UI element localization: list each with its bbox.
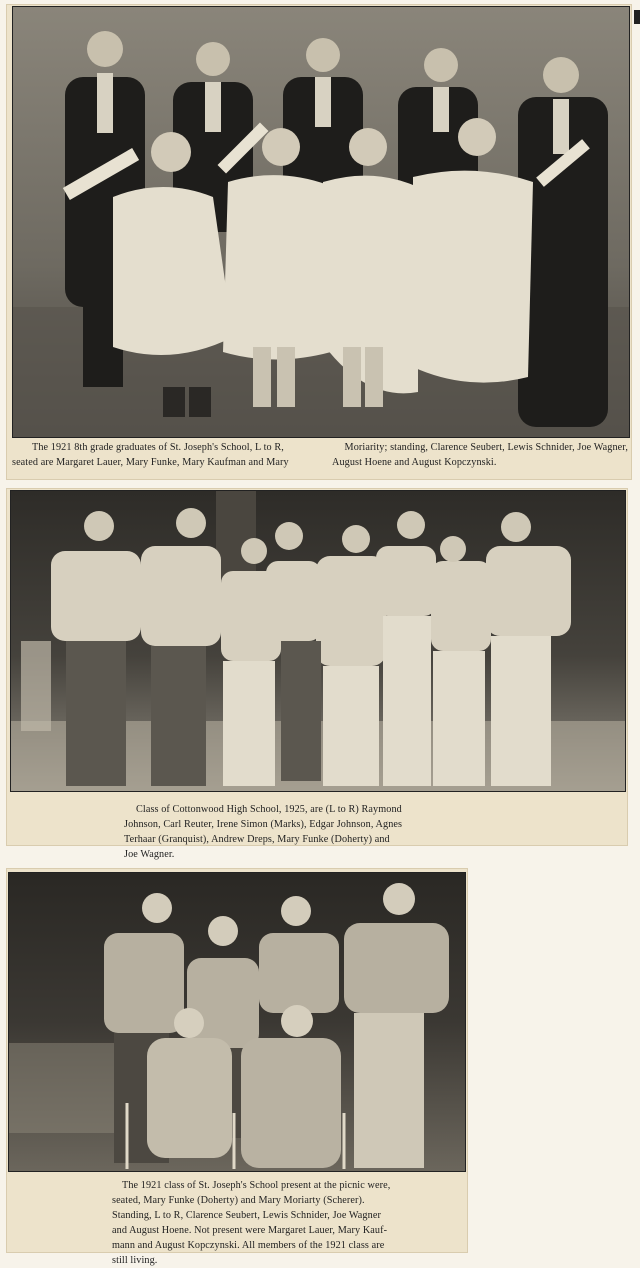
caption-1921-graduates: [12, 440, 628, 470]
picnic-photo-image: [9, 873, 465, 1171]
caption-3-line-2: seated, Mary Funke (Doherty) and Mary Moriarty (Scherer).: [112, 1195, 365, 1206]
photo-1921-class-picnic: [8, 872, 466, 1172]
caption-2-line-3: Terhaar (Granquist), Andrew Dreps, Mary Funke (Doherty) and: [124, 834, 390, 845]
caption-1-left-line-1: The 1921 8th grade graduates of St. Joseph's School, L to R,: [32, 442, 284, 453]
caption-cottonwood-1925: [124, 802, 444, 862]
caption-2-line-1: Class of Cottonwood High School, 1925, are (L to R) Raymond: [136, 804, 402, 815]
graduates-photo-image: [13, 7, 629, 437]
clipping-2: [6, 488, 628, 860]
caption-1-left-line-2: seated are Margaret Lauer, Mary Funke, Mary Kaufman and Mary: [12, 457, 289, 468]
cottonwood-photo-image: [11, 491, 625, 791]
caption-2-line-4: Joe Wagner.: [124, 849, 175, 860]
caption-3-line-3: Standing, L to R, Clarence Seubert, Lewis Schnider, Joe Wagner: [112, 1210, 381, 1221]
page-edge-mark: [634, 10, 640, 24]
photo-1921-graduates: [12, 6, 630, 438]
clipping-1: [6, 4, 632, 480]
caption-1-row-1: [12, 440, 628, 455]
caption-1-row-2: [12, 455, 628, 470]
caption-3-line-5: mann and August Kopczynski. All members of the 1921 class are: [112, 1240, 385, 1251]
caption-3-line-4: and August Hoene. Not present were Margaret Lauer, Mary Kauf-: [112, 1225, 388, 1236]
caption-2-line-2: Johnson, Carl Reuter, Irene Simon (Marks), Edgar Johnson, Agnes: [124, 819, 403, 830]
caption-1-right-line-2: August Hoene and August Kopczynski.: [332, 457, 497, 468]
caption-1921-class-picnic: [112, 1178, 424, 1268]
clipping-3: [6, 868, 468, 1266]
caption-3-line-6: still living.: [112, 1255, 158, 1266]
caption-3-line-1: The 1921 class of St. Joseph's School present at the picnic were,: [122, 1180, 391, 1191]
photo-cottonwood-1925: [10, 490, 626, 792]
caption-1-right-line-1: Moriarity; standing, Clarence Seubert, Lewis Schnider, Joe Wagner,: [344, 442, 628, 453]
